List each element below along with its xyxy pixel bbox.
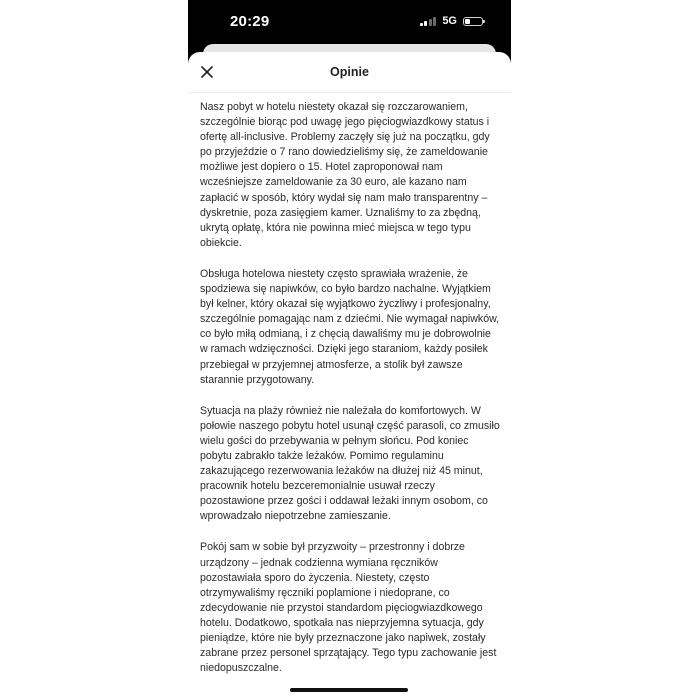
review-text xyxy=(200,100,500,692)
battery-icon xyxy=(463,17,483,26)
review-paragraph: Sytuacja na plaży również nie należała do komfortowych. W połowie naszego pobytu hotel usunął część parasoli, co zmusiło wielu gości do przebywania w pełnym słońcu. Pod koniec pobytu zabrakło także leżaków. Pomimo regulaminu zakazującego rezerwowania leżaków na dłużej niż 45 minut, pracownik hotelu bezceremonialnie usuwał rzeczy pozostawione przez gości i oddawał leżaki innym osobom, co wprowadzało niepotrzebne zamieszanie. xyxy=(200,404,500,523)
status-bar xyxy=(188,0,511,44)
status-time: 20:29 xyxy=(230,13,270,30)
home-indicator[interactable] xyxy=(290,688,408,692)
signal-icon xyxy=(420,16,437,26)
network-label: 5G xyxy=(442,15,457,27)
sheet-header xyxy=(188,52,511,93)
reviews-sheet xyxy=(188,52,511,700)
review-paragraph: Pokój sam w sobie był przyzwoity – przestronny i dobrze urządzony – jednak codzienna wymiana ręczników pozostawiała sporo do życzenia. Niestety, często otrzymywaliśmy ręczniki poplamione i niedoprane, co zdecydowanie nie przystoi standardom pięciogwiazdkowego hotelu. Dodatkowo, spotkała nas nieprzyjemna sytuacja, gdy pieniądze, które nie były przeznaczone jako napiwek, zostały zabrane przez personel sprzątający. Tego typu zachowanie jest niedopuszczalne. xyxy=(200,541,497,675)
status-icons xyxy=(420,15,483,27)
phone-screen xyxy=(188,0,511,700)
review-paragraph: Obsługa hotelowa niestety często sprawiała wrażenie, że spodziewa się napiwków, co było bardzo nachalne. Wyjątkiem był kelner, który okazał się wyjątkowo życzliwy i profesjonalny, szczególnie pomagając nam z dziećmi. Nie wymagał napiwków, co było miłą odmianą, i z chęcią dawaliśmy mu je dobrowolnie w ramach wdzięczności. Dzięki jego staraniom, każdy posiłek przebiegał w przyjemnej atmosferze, a stolik był zawsze starannie przygotowany. xyxy=(200,267,500,386)
sheet-title: Opinie xyxy=(330,65,369,79)
review-paragraph: Nasz pobyt w hotelu niestety okazał się rozczarowaniem, szczególnie biorąc pod uwagę jego pięciogwiazdkowy status i ofertę all-inclusive. Problemy zaczęły się już na początku, gdy po przyjeździe o 7 rano dowiedzieliśmy się, że zameldowanie możliwe jest dopiero o 15. Hotel zaproponował nam wcześniejsze zameldowanie za 30 euro, ale kazano nam zapłacić w sposób, który wydał się nam mało transparentny – dyskretnie, poza zasięgiem kamer. Uznaliśmy to za zbędną, ukrytą opłatę, która nie powinna mieć miejsca w tego typu obiekcie. xyxy=(200,101,490,249)
